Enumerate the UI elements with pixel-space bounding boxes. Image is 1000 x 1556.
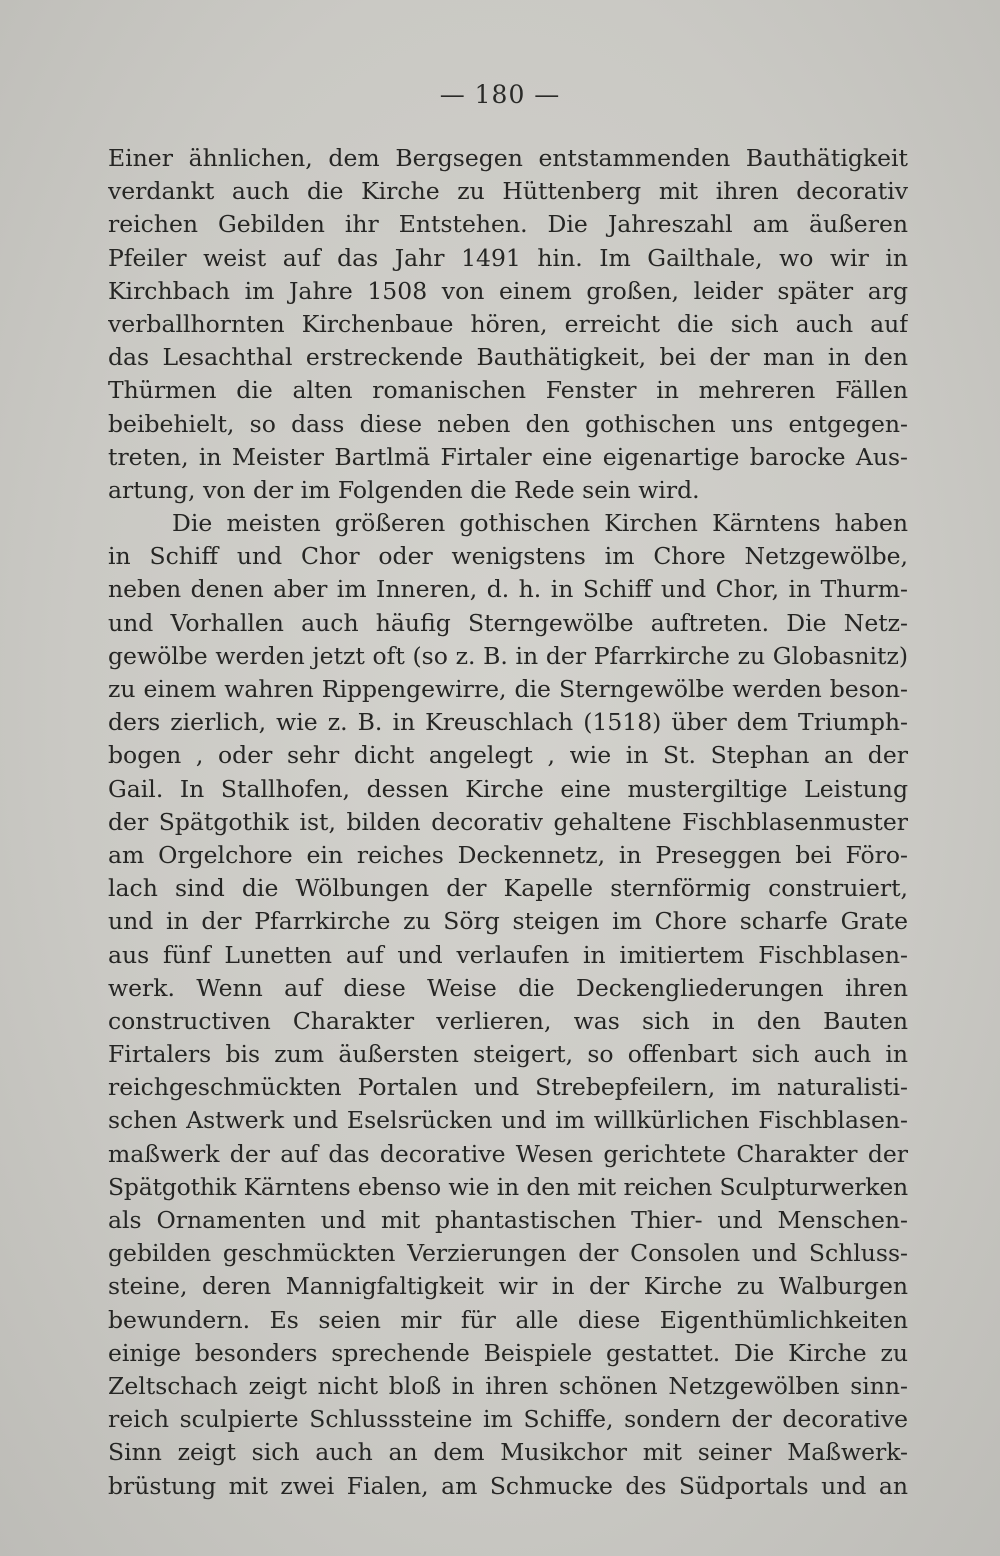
text-line: aus fünf Lunetten auf und verlaufen in imitiertem Fischblasen-: [108, 940, 908, 969]
text-line: Spätgothik Kärntens ebenso wie in den mit reichen Sculpturwerken: [108, 1172, 908, 1201]
text-line: reichgeschmückten Portalen und Strebepfeilern, im naturalisti-: [108, 1073, 908, 1102]
text-line: und in der Pfarrkirche zu Sörg steigen im Chore scharfe Grate: [108, 907, 908, 936]
text-line: werk. Wenn auf diese Weise die Deckengliederungen ihren: [108, 973, 908, 1002]
text-line: reichen Gebilden ihr Entstehen. Die Jahreszahl am äußeren: [108, 210, 908, 239]
text-line: beibehielt, so dass diese neben den gothischen uns entgegen-: [108, 409, 908, 438]
text-line: Kirchbach im Jahre 1508 von einem großen, leider später arg: [108, 276, 908, 305]
text-line: Thürmen die alten romanischen Fenster in mehreren Fällen: [108, 376, 908, 405]
text-line: Zeltschach zeigt nicht bloß in ihren schönen Netzgewölben sinn-: [108, 1371, 908, 1400]
text-line: lach sind die Wölbungen der Kapelle sternförmig construiert,: [108, 874, 908, 903]
text-line: artung, von der im Folgenden die Rede sein wird.: [108, 475, 700, 504]
text-line: als Ornamenten und mit phantastischen Thier- und Menschen-: [108, 1206, 908, 1234]
text-line: treten, in Meister Bartlmä Firtaler eine eigenartige barocke Aus-: [108, 442, 908, 471]
text-line: bogen , oder sehr dicht angelegt , wie in St. Stephan an der: [108, 741, 908, 770]
text-line: und Vorhallen auch häufig Sterngewölbe auftreten. Die Netz-: [108, 608, 908, 637]
text-line: der Spätgothik ist, bilden decorativ gehaltene Fischblasenmuster: [108, 807, 908, 836]
text-line: brüstung mit zwei Fialen, am Schmucke des Südportals und an: [108, 1471, 908, 1500]
text-line: einige besonders sprechende Beispiele gestattet. Die Kirche zu: [108, 1338, 908, 1367]
text-line: constructiven Charakter verlieren, was sich in den Bauten: [108, 1006, 908, 1035]
text-line: Sinn zeigt sich auch an dem Musikchor mit seiner Maßwerk-: [108, 1438, 908, 1467]
text-line: Die meisten größeren gothischen Kirchen Kärntens haben: [172, 509, 908, 538]
text-line: verballhornten Kirchenbaue hören, erreicht die sich auch auf: [108, 309, 908, 338]
text-line: verdankt auch die Kirche zu Hüttenberg mit ihren decorativ: [108, 177, 908, 206]
text-line: Firtalers bis zum äußersten steigert, so offenbart sich auch in: [108, 1040, 908, 1069]
text-line: am Orgelchore ein reiches Deckennetz, in Preseggen bei Föro-: [108, 840, 908, 869]
body-text: [108, 142, 908, 1503]
text-line: neben denen aber im Inneren, d. h. in Schiff und Chor, in Thurm-: [108, 575, 908, 604]
text-line: das Lesachthal erstreckende Bauthätigkeit, bei der man in den: [108, 343, 908, 372]
page-number: — 180 —: [439, 80, 561, 109]
text-line: bewundern. Es seien mir für alle diese Eigenthümlichkeiten: [108, 1305, 908, 1334]
text-line: steine, deren Mannigfaltigkeit wir in der Kirche zu Walburgen: [108, 1272, 908, 1301]
text-line: Pfeiler weist auf das Jahr 1491 hin. Im Gailthale, wo wir in: [108, 243, 908, 272]
text-line: maßwerk der auf das decorative Wesen gerichtete Charakter der: [108, 1139, 908, 1168]
text-line: gebilden geschmückten Verzierungen der Consolen und Schluss-: [108, 1239, 908, 1268]
text-line: gewölbe werden jetzt oft (so z. B. in der Pfarrkirche zu Globasnitz): [108, 641, 908, 670]
text-line: schen Astwerk und Eselsrücken und im willkürlichen Fischblasen-: [108, 1106, 908, 1135]
text-line: zu einem wahren Rippengewirre, die Sterngewölbe werden beson-: [108, 675, 908, 703]
text-line: ders zierlich, wie z. B. in Kreuschlach (1518) über dem Triumph-: [108, 708, 908, 737]
text-line: reich sculpierte Schlusssteine im Schiffe, sondern der decorative: [108, 1405, 908, 1434]
text-line: Gail. In Stallhofen, dessen Kirche eine mustergiltige Leistung: [108, 774, 908, 803]
text-line: in Schiff und Chor oder wenigstens im Chore Netzgewölbe,: [108, 542, 908, 571]
text-line: Einer ähnlichen, dem Bergsegen entstammenden Bauthätigkeit: [108, 144, 908, 172]
